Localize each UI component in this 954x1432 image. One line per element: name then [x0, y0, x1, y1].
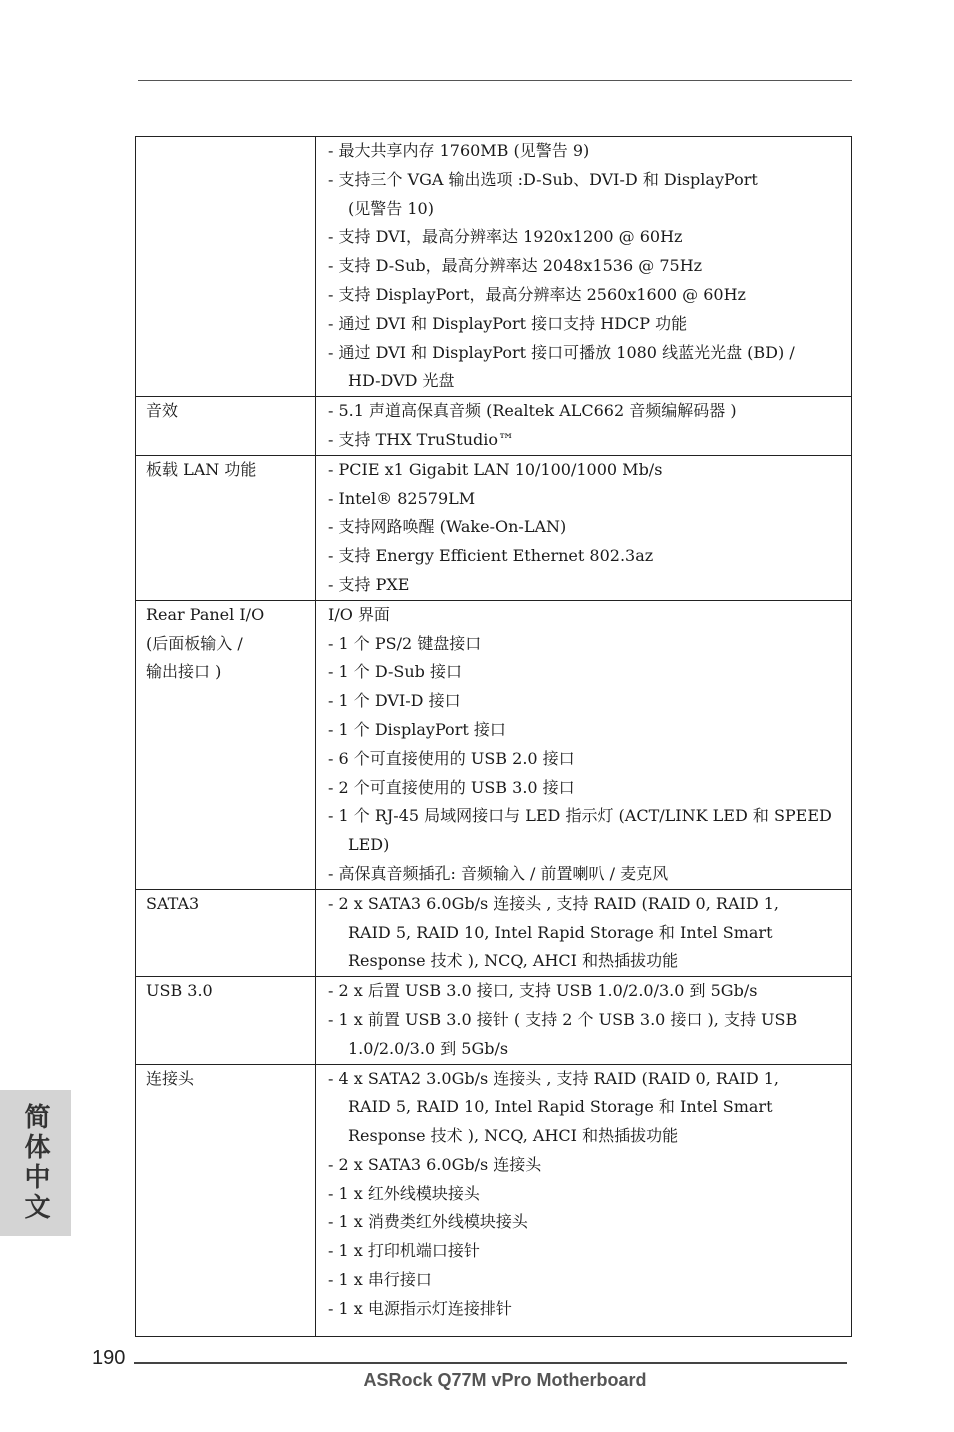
spec-label-cell — [136, 455, 316, 600]
spec-line: - 支持 D-Sub，最高分辨率达 2048x1536 @ 75Hz — [328, 256, 703, 276]
spec-content-cell — [316, 397, 852, 456]
spec-line: - 1 个 DisplayPort 接口 — [328, 719, 506, 739]
spec-line: - 1 x 串行接口 — [328, 1270, 432, 1290]
spec-line: - 支持网路唤醒 (Wake-On-LAN) — [328, 517, 567, 537]
spec-line: - 支持 DisplayPort，最高分辨率达 2560x1600 @ 60Hz — [328, 284, 746, 304]
spec-line: - 2 x SATA3 6.0Gb/s 连接头 , 支持 RAID (RAID 0, RAID 1, — [328, 893, 779, 913]
spec-table — [135, 136, 852, 1337]
spec-line: - 1 x 电源指示灯连接排针 — [328, 1298, 512, 1318]
spec-row — [136, 397, 852, 456]
spec-line: - 支持 DVI，最高分辨率达 1920x1200 @ 60Hz — [328, 227, 683, 247]
spec-line: - 1 x 消费类红外线模块接头 — [328, 1212, 528, 1232]
spec-line: (见警告 10) — [348, 198, 434, 218]
spec-row — [136, 455, 852, 600]
spec-label: 输出接口 ) — [146, 662, 222, 682]
spec-label: 音效 — [146, 401, 179, 421]
spec-row — [136, 889, 852, 976]
spec-line: - 5.1 声道高保真音频 (Realtek ALC662 音频编解码器 ) — [328, 401, 737, 421]
spec-line: - 1 个 PS/2 键盘接口 — [328, 633, 482, 653]
spec-label-cell — [136, 889, 316, 976]
spec-row — [136, 977, 852, 1064]
spec-label: 板载 LAN 功能 — [146, 459, 257, 479]
spec-content-cell — [316, 600, 852, 889]
footer-title: ASRock Q77M vPro Motherboard — [363, 1370, 647, 1390]
language-tab-label: 简体中文 — [20, 1103, 50, 1223]
spec-label: SATA3 — [146, 893, 200, 913]
spec-line: - 支持三个 VGA 输出选项 :D-Sub、DVI-D 和 DisplayPort — [328, 169, 758, 189]
spec-line: - 1 x 前置 USB 3.0 接针 ( 支持 2 个 USB 3.0 接口 ), 支持 USB — [328, 1009, 798, 1029]
spec-line: - 支持 Energy Efficient Ethernet 802.3az — [328, 546, 654, 566]
bottom-rule — [134, 1362, 847, 1364]
spec-line: - 4 x SATA2 3.0Gb/s 连接头 , 支持 RAID (RAID 0, RAID 1, — [328, 1068, 779, 1088]
spec-line: - 1 x 红外线模块接头 — [328, 1183, 480, 1203]
spec-label-cell — [136, 397, 316, 456]
spec-line: - PCIE x1 Gigabit LAN 10/100/1000 Mb/s — [328, 459, 663, 479]
spec-line: - 支持 PXE — [328, 574, 410, 594]
spec-label: 连接头 — [146, 1068, 195, 1088]
spec-line: LED) — [348, 835, 390, 855]
spec-line: - 2 个可直接使用的 USB 3.0 接口 — [328, 777, 575, 797]
spec-content-cell — [316, 977, 852, 1064]
spec-line: I/O 界面 — [328, 604, 390, 624]
spec-line: 1.0/2.0/3.0 到 5Gb/s — [348, 1038, 509, 1058]
spec-label-cell — [136, 1064, 316, 1336]
spec-line: - 最大共享内存 1760MB (见警告 9) — [328, 141, 590, 160]
spec-line: - 支持 THX TruStudio™ — [328, 429, 514, 449]
language-side-tab — [0, 1090, 71, 1236]
spec-line: Response 技术 ), NCQ, AHCI 和热插拔功能 — [348, 951, 679, 971]
spec-label-cell — [136, 600, 316, 889]
spec-content-cell — [316, 455, 852, 600]
spec-line: HD-DVD 光盘 — [348, 371, 455, 391]
spec-content-cell — [316, 1064, 852, 1336]
page-number: 190 — [92, 1347, 126, 1369]
spec-line: Response 技术 ), NCQ, AHCI 和热插拔功能 — [348, 1126, 679, 1146]
spec-line: - 通过 DVI 和 DisplayPort 接口可播放 1080 线蓝光光盘 (BD) / — [328, 342, 795, 362]
spec-line: - 2 x 后置 USB 3.0 接口, 支持 USB 1.0/2.0/3.0 到 5Gb/s — [328, 981, 758, 1001]
spec-label-cell — [136, 137, 316, 397]
spec-line: - 1 个 D-Sub 接口 — [328, 662, 462, 682]
spec-line: - 通过 DVI 和 DisplayPort 接口支持 HDCP 功能 — [328, 313, 688, 333]
spec-row — [136, 1064, 852, 1336]
spec-label: Rear Panel I/O — [146, 604, 265, 624]
spec-line: - 1 x 打印机端口接针 — [328, 1241, 480, 1261]
spec-line: RAID 5, RAID 10, Intel Rapid Storage 和 Intel Smart — [348, 1097, 773, 1117]
spec-row — [136, 137, 852, 397]
spec-line: - 1 个 RJ-45 局域网接口与 LED 指示灯 (ACT/LINK LED 和 SPEED — [328, 806, 832, 826]
spec-row — [136, 600, 852, 889]
spec-line: - 1 个 DVI-D 接口 — [328, 691, 461, 711]
top-rule — [138, 80, 852, 81]
spec-table-body — [136, 137, 852, 1337]
spec-line: - 高保真音频插孔: 音频输入 / 前置喇叭 / 麦克风 — [328, 863, 669, 883]
spec-line: - 6 个可直接使用的 USB 2.0 接口 — [328, 748, 575, 768]
spec-line: - Intel® 82579LM — [328, 488, 476, 508]
spec-content-cell — [316, 137, 852, 397]
spec-content-cell — [316, 889, 852, 976]
spec-label-cell — [136, 977, 316, 1064]
spec-label: (后面板输入 / — [146, 633, 243, 653]
spec-line: RAID 5, RAID 10, Intel Rapid Storage 和 Intel Smart — [348, 922, 773, 942]
spec-label: USB 3.0 — [146, 981, 213, 1001]
spec-line: - 2 x SATA3 6.0Gb/s 连接头 — [328, 1154, 542, 1174]
